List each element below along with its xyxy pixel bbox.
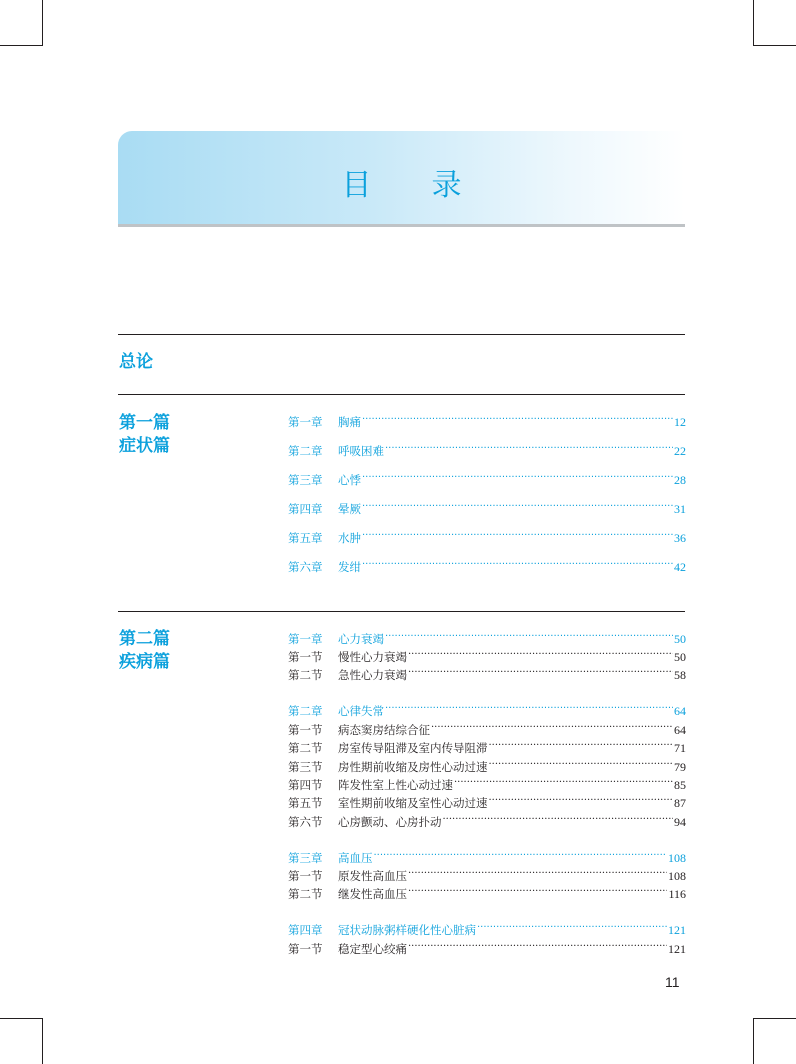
entry-number: 第一章 (288, 632, 323, 646)
toc-entry[interactable] (288, 940, 686, 958)
crop-mark (42, 1018, 43, 1064)
entry-number: 第三章 (288, 473, 323, 487)
leader-dots (408, 869, 667, 883)
entry-title: 心悸 (338, 473, 361, 487)
entry-title: 稳定型心绞痛 (338, 942, 407, 956)
leader-dots (385, 632, 673, 646)
entry-title: 病态窦房结综合征 (338, 723, 430, 737)
leader-dots (454, 778, 673, 792)
entry-number: 第四章 (288, 502, 323, 516)
leader-dots (431, 723, 673, 737)
entry-number: 第一节 (288, 650, 323, 664)
entry-page: 94 (674, 814, 686, 829)
toc-entry[interactable] (288, 500, 686, 518)
entry-number: 第二节 (288, 741, 323, 755)
entry-title: 急性心力衰竭 (338, 668, 407, 682)
entry-page: 108 (668, 868, 686, 883)
toc-entry[interactable] (288, 471, 686, 489)
leader-dots (362, 502, 673, 516)
leader-dots (408, 942, 667, 956)
entry-number: 第六节 (288, 815, 323, 829)
leader-dots (408, 650, 673, 664)
leader-dots (489, 796, 674, 810)
entry-title: 呼吸困难 (338, 444, 384, 458)
part-title-line2: 症状篇 (119, 436, 170, 456)
entry-number: 第二章 (288, 444, 323, 458)
entry-title: 心房颤动、心房扑动 (338, 815, 442, 829)
leader-dots (489, 760, 674, 774)
entry-page: 12 (674, 414, 686, 429)
entry-number: 第二节 (288, 668, 323, 682)
leader-dots (362, 415, 673, 429)
entry-number: 第二节 (288, 887, 323, 901)
toc-entry[interactable] (288, 702, 686, 720)
entry-title: 水肿 (338, 531, 361, 545)
leader-dots (477, 923, 667, 937)
entry-number: 第六章 (288, 560, 323, 574)
toc-entry[interactable] (288, 529, 686, 547)
entry-number: 第五章 (288, 531, 323, 545)
leader-dots (408, 887, 667, 901)
divider (118, 611, 685, 612)
entry-number: 第一节 (288, 723, 323, 737)
crop-mark (754, 45, 796, 46)
page-title-char: 目 (341, 168, 372, 203)
toc-entry[interactable] (288, 739, 686, 757)
divider (118, 334, 685, 335)
entry-number: 第四章 (288, 923, 323, 937)
page-title-char: 录 (431, 168, 462, 203)
entry-number: 第一节 (288, 869, 323, 883)
entry-title: 心律失常 (338, 704, 384, 718)
part-title-line2: 疾病篇 (119, 652, 170, 672)
entry-page: 64 (674, 703, 686, 718)
page-title (118, 160, 685, 204)
entry-title: 原发性高血压 (338, 869, 407, 883)
crop-mark (754, 1018, 796, 1019)
leader-dots (362, 560, 673, 574)
entry-page: 50 (674, 631, 686, 646)
entry-title: 发绀 (338, 560, 361, 574)
entry-title: 室性期前收缩及室性心动过速 (338, 796, 488, 810)
entry-page: 79 (674, 759, 686, 774)
entry-title: 心力衰竭 (338, 632, 384, 646)
leader-dots (408, 668, 673, 682)
crop-mark (0, 1018, 42, 1019)
toc-entry[interactable] (288, 648, 686, 666)
toc-entry[interactable] (288, 413, 686, 431)
entry-title: 继发性高血压 (338, 887, 407, 901)
divider (118, 394, 685, 395)
toc-entry[interactable] (288, 885, 686, 903)
toc-entry[interactable] (288, 776, 686, 794)
crop-mark (753, 1018, 754, 1064)
leader-dots (443, 815, 674, 829)
toc-entry[interactable] (288, 558, 686, 576)
entry-number: 第一章 (288, 415, 323, 429)
crop-mark (0, 45, 42, 46)
toc-entry[interactable] (288, 849, 686, 867)
entry-number: 第四节 (288, 778, 323, 792)
banner-underline (118, 224, 685, 227)
leader-dots (385, 444, 673, 458)
entry-title: 高血压 (338, 851, 373, 865)
entry-number: 第五节 (288, 796, 323, 810)
entry-number: 第三章 (288, 851, 323, 865)
toc-entry[interactable] (288, 758, 686, 776)
entry-number: 第二章 (288, 704, 323, 718)
part-title (119, 412, 170, 458)
part-title-line1: 第二篇 (119, 629, 170, 649)
entry-page: 85 (674, 777, 686, 792)
entry-title: 房性期前收缩及房性心动过速 (338, 760, 488, 774)
toc-entry[interactable] (288, 630, 686, 648)
toc-entry[interactable] (288, 921, 686, 939)
toc-entry[interactable] (288, 666, 686, 684)
entry-title: 慢性心力衰竭 (338, 650, 407, 664)
entry-page: 108 (668, 850, 686, 865)
entry-title: 房室传导阻滞及室内传导阻滞 (338, 741, 488, 755)
entry-page: 116 (668, 886, 686, 901)
crop-mark (753, 0, 754, 46)
general-heading: 总论 (119, 352, 153, 372)
entry-title: 晕厥 (338, 502, 361, 516)
entry-page: 50 (674, 649, 686, 664)
toc-entry[interactable] (288, 867, 686, 885)
entry-number: 第一节 (288, 942, 323, 956)
toc-entry[interactable] (288, 442, 686, 460)
part-title-line1: 第一篇 (119, 413, 170, 433)
part-title (119, 628, 170, 674)
entry-page: 71 (674, 740, 686, 755)
entry-page: 64 (674, 722, 686, 737)
leader-dots (385, 704, 673, 718)
entry-page: 22 (674, 443, 686, 458)
leader-dots (374, 851, 668, 865)
entry-page: 42 (674, 559, 686, 574)
entry-page: 31 (674, 501, 686, 516)
entry-title: 阵发性室上性心动过速 (338, 778, 453, 792)
toc-entry[interactable] (288, 721, 686, 739)
toc-entry[interactable] (288, 813, 686, 831)
leader-dots (362, 531, 673, 545)
toc-entry[interactable] (288, 794, 686, 812)
entry-title: 冠状动脉粥样硬化性心脏病 (338, 923, 476, 937)
entry-page: 58 (674, 667, 686, 682)
entry-page: 121 (668, 922, 686, 937)
entry-page: 36 (674, 530, 686, 545)
page-number: 11 (665, 974, 680, 990)
entry-number: 第三节 (288, 760, 323, 774)
leader-dots (362, 473, 673, 487)
crop-mark (42, 0, 43, 46)
entry-page: 121 (668, 941, 686, 956)
entry-page: 28 (674, 472, 686, 487)
leader-dots (489, 741, 674, 755)
entry-page: 87 (674, 795, 686, 810)
entry-title: 胸痛 (338, 415, 361, 429)
